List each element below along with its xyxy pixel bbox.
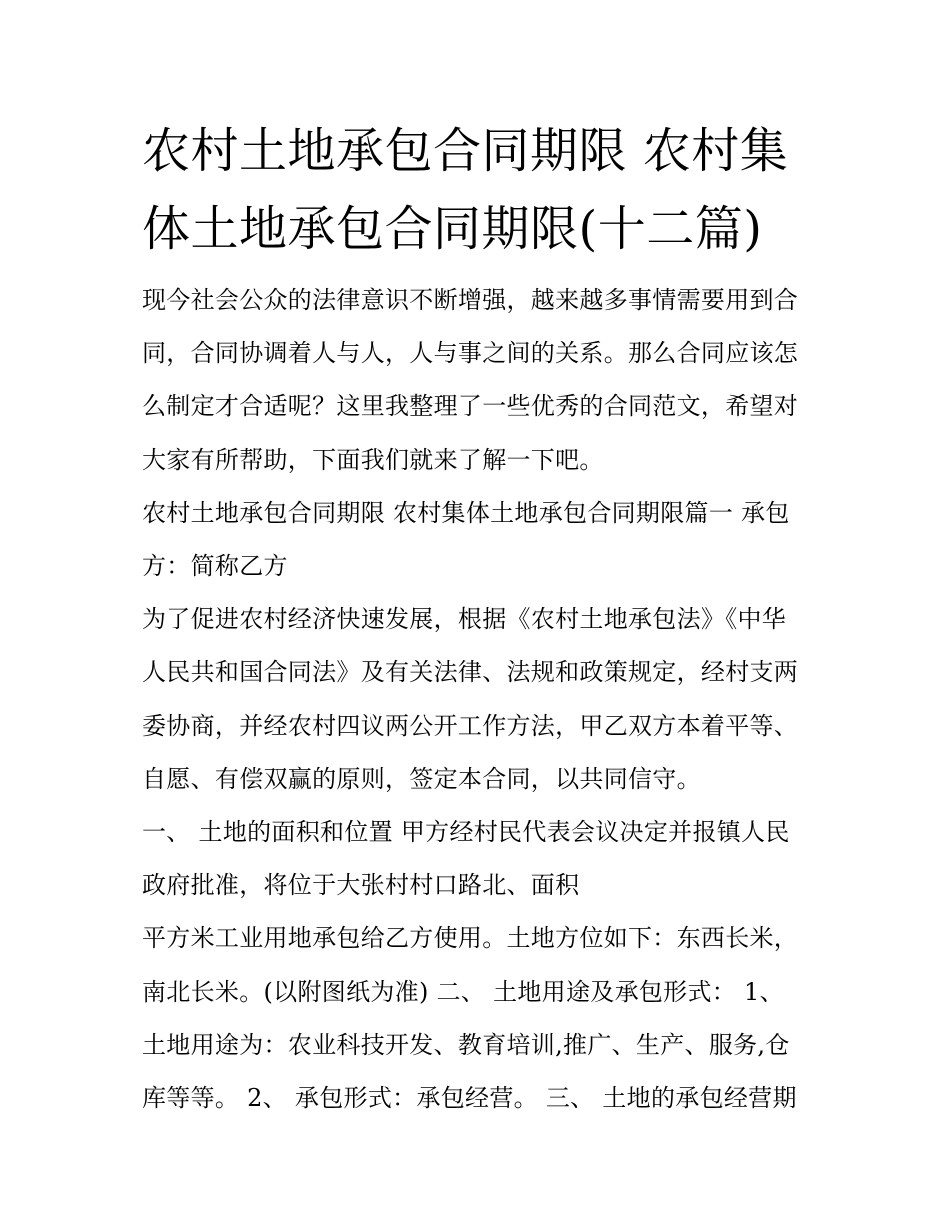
document-title [142, 112, 810, 268]
body-line: 现今社会公众的法律意识不断增强，越来越多事情需要用到合 [142, 286, 799, 314]
document-page [142, 112, 810, 1125]
body-line: 政府批准，将位于大张村村口路北、面积 [142, 871, 580, 900]
title-line-2: 体土地承包合同期限(十二篇) [142, 201, 763, 257]
document-body [142, 274, 810, 1125]
section-heading-line: 农村土地承包合同期限 农村集体土地承包合同期限篇一 承包 [142, 498, 790, 527]
body-line: 委协商，并经农村四议两公开工作方法，甲乙双方本着平等、 [142, 711, 799, 740]
body-line: 一、 土地的面积和位置 甲方经村民代表会议决定并报镇人民 [142, 818, 790, 847]
title-line-1: 农村土地承包合同期限 农村集 [142, 123, 789, 179]
body-line: 人民共和国合同法》及有关法律、法规和政策规定，经村支两 [142, 658, 799, 687]
body-line: 南北长米。(以附图纸为准) 二、 土地用途及承包形式： 1、 [142, 977, 784, 1006]
body-line: 库等等。 2、 承包形式：承包经营。 三、 土地的承包经营期 [142, 1084, 797, 1113]
section-heading-line: 方：简称乙方 [142, 552, 288, 581]
body-line: 么制定才合适呢？这里我整理了一些优秀的合同范文，希望对 [142, 392, 799, 421]
body-line: 平方米工业用地承包给乙方使用。土地方位如下：东西长米， [142, 924, 799, 953]
body-line: 为了促进农村经济快速发展，根据《农村土地承包法》《中华 [142, 605, 787, 634]
body-line: 大家有所帮助，下面我们就来了解一下吧。 [142, 445, 604, 474]
body-line: 土地用途为：农业科技开发、教育培训,推广、生产、服务,仓 [142, 1030, 790, 1059]
body-line: 自愿、有偿双赢的原则，签定本合同，以共同信守。 [142, 764, 701, 793]
body-line: 同，合同协调着人与人，人与事之间的关系。那么合同应该怎 [142, 339, 799, 368]
